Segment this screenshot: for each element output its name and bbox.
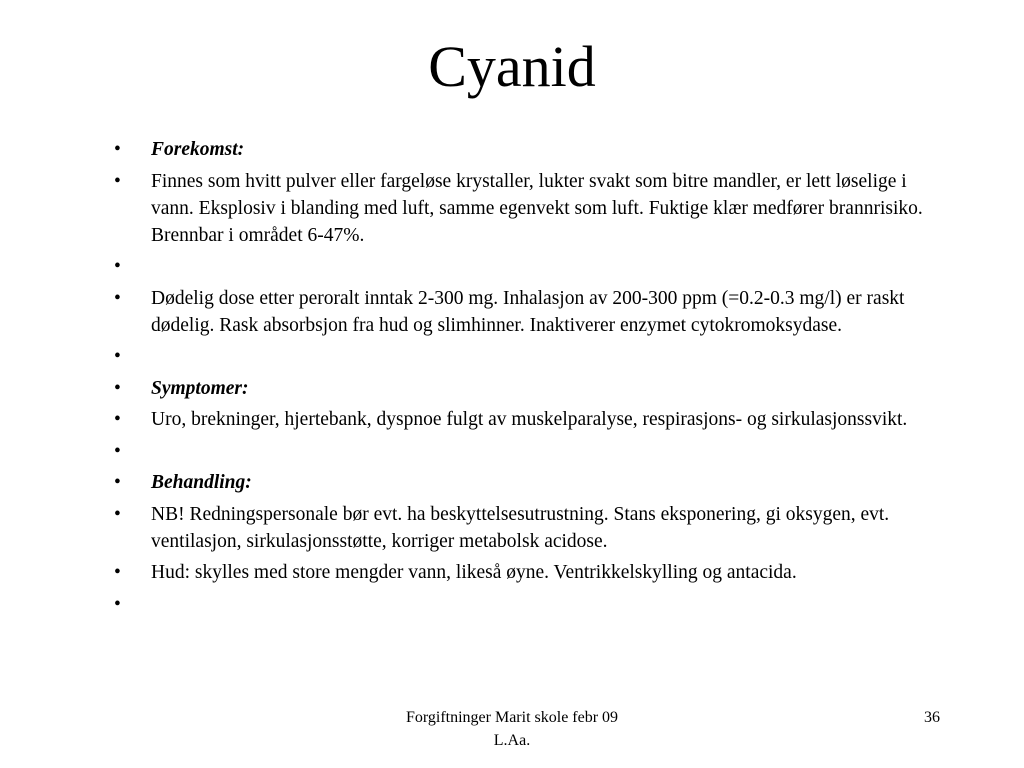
slide-title: Cyanid — [428, 34, 596, 99]
bullet-text: Finnes som hvitt pulver eller fargeløse krystaller, lukter svakt som bitre mandler, er lett løselige i vann. Eksplosiv i blanding med luft, samme egenvekt som luft. Fuktige klær medfører brannrisiko. Brennbar i området 6-47%. — [151, 170, 923, 246]
bullet-text: NB! Redningspersonale bør evt. ha beskyttelsesutrustning. Stans eksponering, gi oksygen, evt. ventilasjon, sirkulasjonsstøtte, korriger metabolsk acidose. — [151, 503, 890, 552]
bullet-item — [114, 559, 934, 586]
section-heading: Symptomer: — [151, 377, 249, 399]
slide-footer — [362, 706, 662, 752]
bullet-icon: • — [114, 346, 121, 367]
bullet-icon: • — [114, 256, 121, 277]
footer-line-2: L.Aa. — [493, 732, 531, 749]
bullet-icon: • — [114, 409, 121, 430]
bullet-item — [114, 406, 934, 433]
bullet-icon: • — [114, 440, 121, 462]
bullet-icon: • — [114, 472, 121, 493]
bullet-text: Dødelig dose etter peroralt inntak 2-300 mg. Inhalasjon av 200-300 ppm (=0.2-0.3 mg/l) er raskt dødelig. Rask absorbsjon fra hud og slimhinner. Inaktiverer enzymet cytokromoksydase. — [151, 287, 905, 336]
bullet-item — [114, 469, 934, 496]
bullet-item — [114, 285, 934, 339]
bullet-item — [114, 253, 934, 280]
bullet-icon: • — [114, 593, 121, 615]
bullet-item — [114, 136, 934, 163]
bullet-item — [114, 168, 934, 249]
section-heading: Forekomst: — [151, 139, 245, 160]
bullet-icon: • — [114, 170, 121, 192]
bullet-item — [114, 591, 934, 618]
page-number: 36 — [924, 709, 940, 726]
bullet-icon: • — [114, 562, 121, 583]
footer-line-1: Forgiftninger Marit skole febr 09 — [405, 709, 619, 726]
bullet-icon: • — [114, 139, 121, 160]
bullet-text: Hud: skylles med store mengder vann, likeså øyne. Ventrikkelskylling og antacida. — [151, 562, 797, 583]
bullet-item — [114, 501, 934, 555]
bullet-item — [114, 375, 934, 402]
section-heading: Behandling: — [151, 472, 252, 493]
bullet-list — [114, 136, 934, 622]
bullet-icon: • — [114, 503, 121, 525]
bullet-icon: • — [114, 287, 121, 309]
bullet-item — [114, 343, 934, 370]
bullet-item — [114, 438, 934, 465]
bullet-icon: • — [114, 377, 121, 399]
bullet-text: Uro, brekninger, hjertebank, dyspnoe fulgt av muskelparalyse, respirasjons- og sirkulasjonssvikt. — [151, 409, 908, 430]
